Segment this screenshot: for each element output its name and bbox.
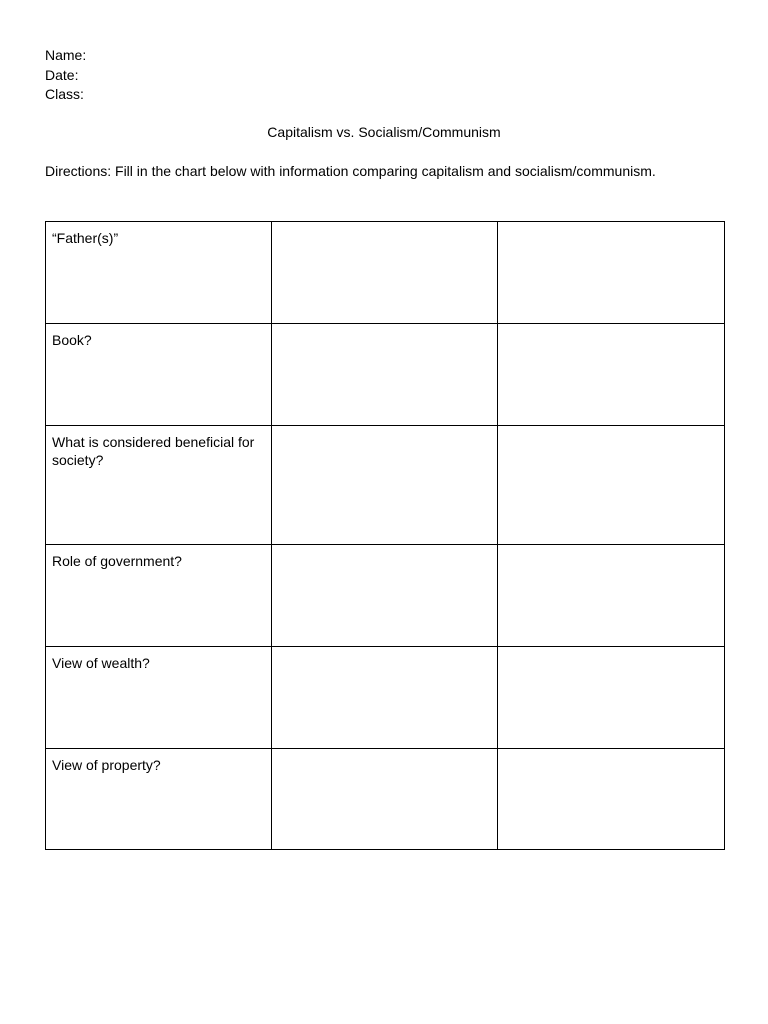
row-label-wealth: View of wealth? <box>46 647 272 749</box>
capitalism-answer-cell[interactable] <box>272 647 498 749</box>
socialism-answer-cell[interactable] <box>498 222 725 324</box>
capitalism-answer-cell[interactable] <box>272 749 498 850</box>
table-row-fathers <box>46 222 725 324</box>
row-label-beneficial: What is considered beneficial for society? <box>46 426 272 545</box>
socialism-answer-cell[interactable] <box>498 545 725 647</box>
socialism-answer-cell[interactable] <box>498 647 725 749</box>
row-label-book: Book? <box>46 324 272 426</box>
worksheet-title: Capitalism vs. Socialism/Communism <box>267 124 501 140</box>
row-label-government: Role of government? <box>46 545 272 647</box>
row-label-property: View of property? <box>46 749 272 850</box>
name-label: Name: <box>45 47 87 63</box>
comparison-chart <box>45 221 725 850</box>
socialism-answer-cell[interactable] <box>498 749 725 850</box>
capitalism-answer-cell[interactable] <box>272 324 498 426</box>
capitalism-answer-cell[interactable] <box>272 222 498 324</box>
student-info-block <box>45 46 86 105</box>
capitalism-answer-cell[interactable] <box>272 426 498 545</box>
row-label-fathers: “Father(s)” <box>46 222 272 324</box>
directions-text: Directions: Fill in the chart below with information comparing capitalism and socialism/communism. <box>45 163 656 179</box>
table-row-book <box>46 324 725 426</box>
table-row-government <box>46 545 725 647</box>
date-label: Date: <box>45 66 79 83</box>
socialism-answer-cell[interactable] <box>498 426 725 545</box>
socialism-answer-cell[interactable] <box>498 324 725 426</box>
capitalism-answer-cell[interactable] <box>272 545 498 647</box>
table-row-property <box>46 749 725 850</box>
table-row-beneficial <box>46 426 725 545</box>
class-label: Class: <box>45 86 84 102</box>
table-row-wealth <box>46 647 725 749</box>
